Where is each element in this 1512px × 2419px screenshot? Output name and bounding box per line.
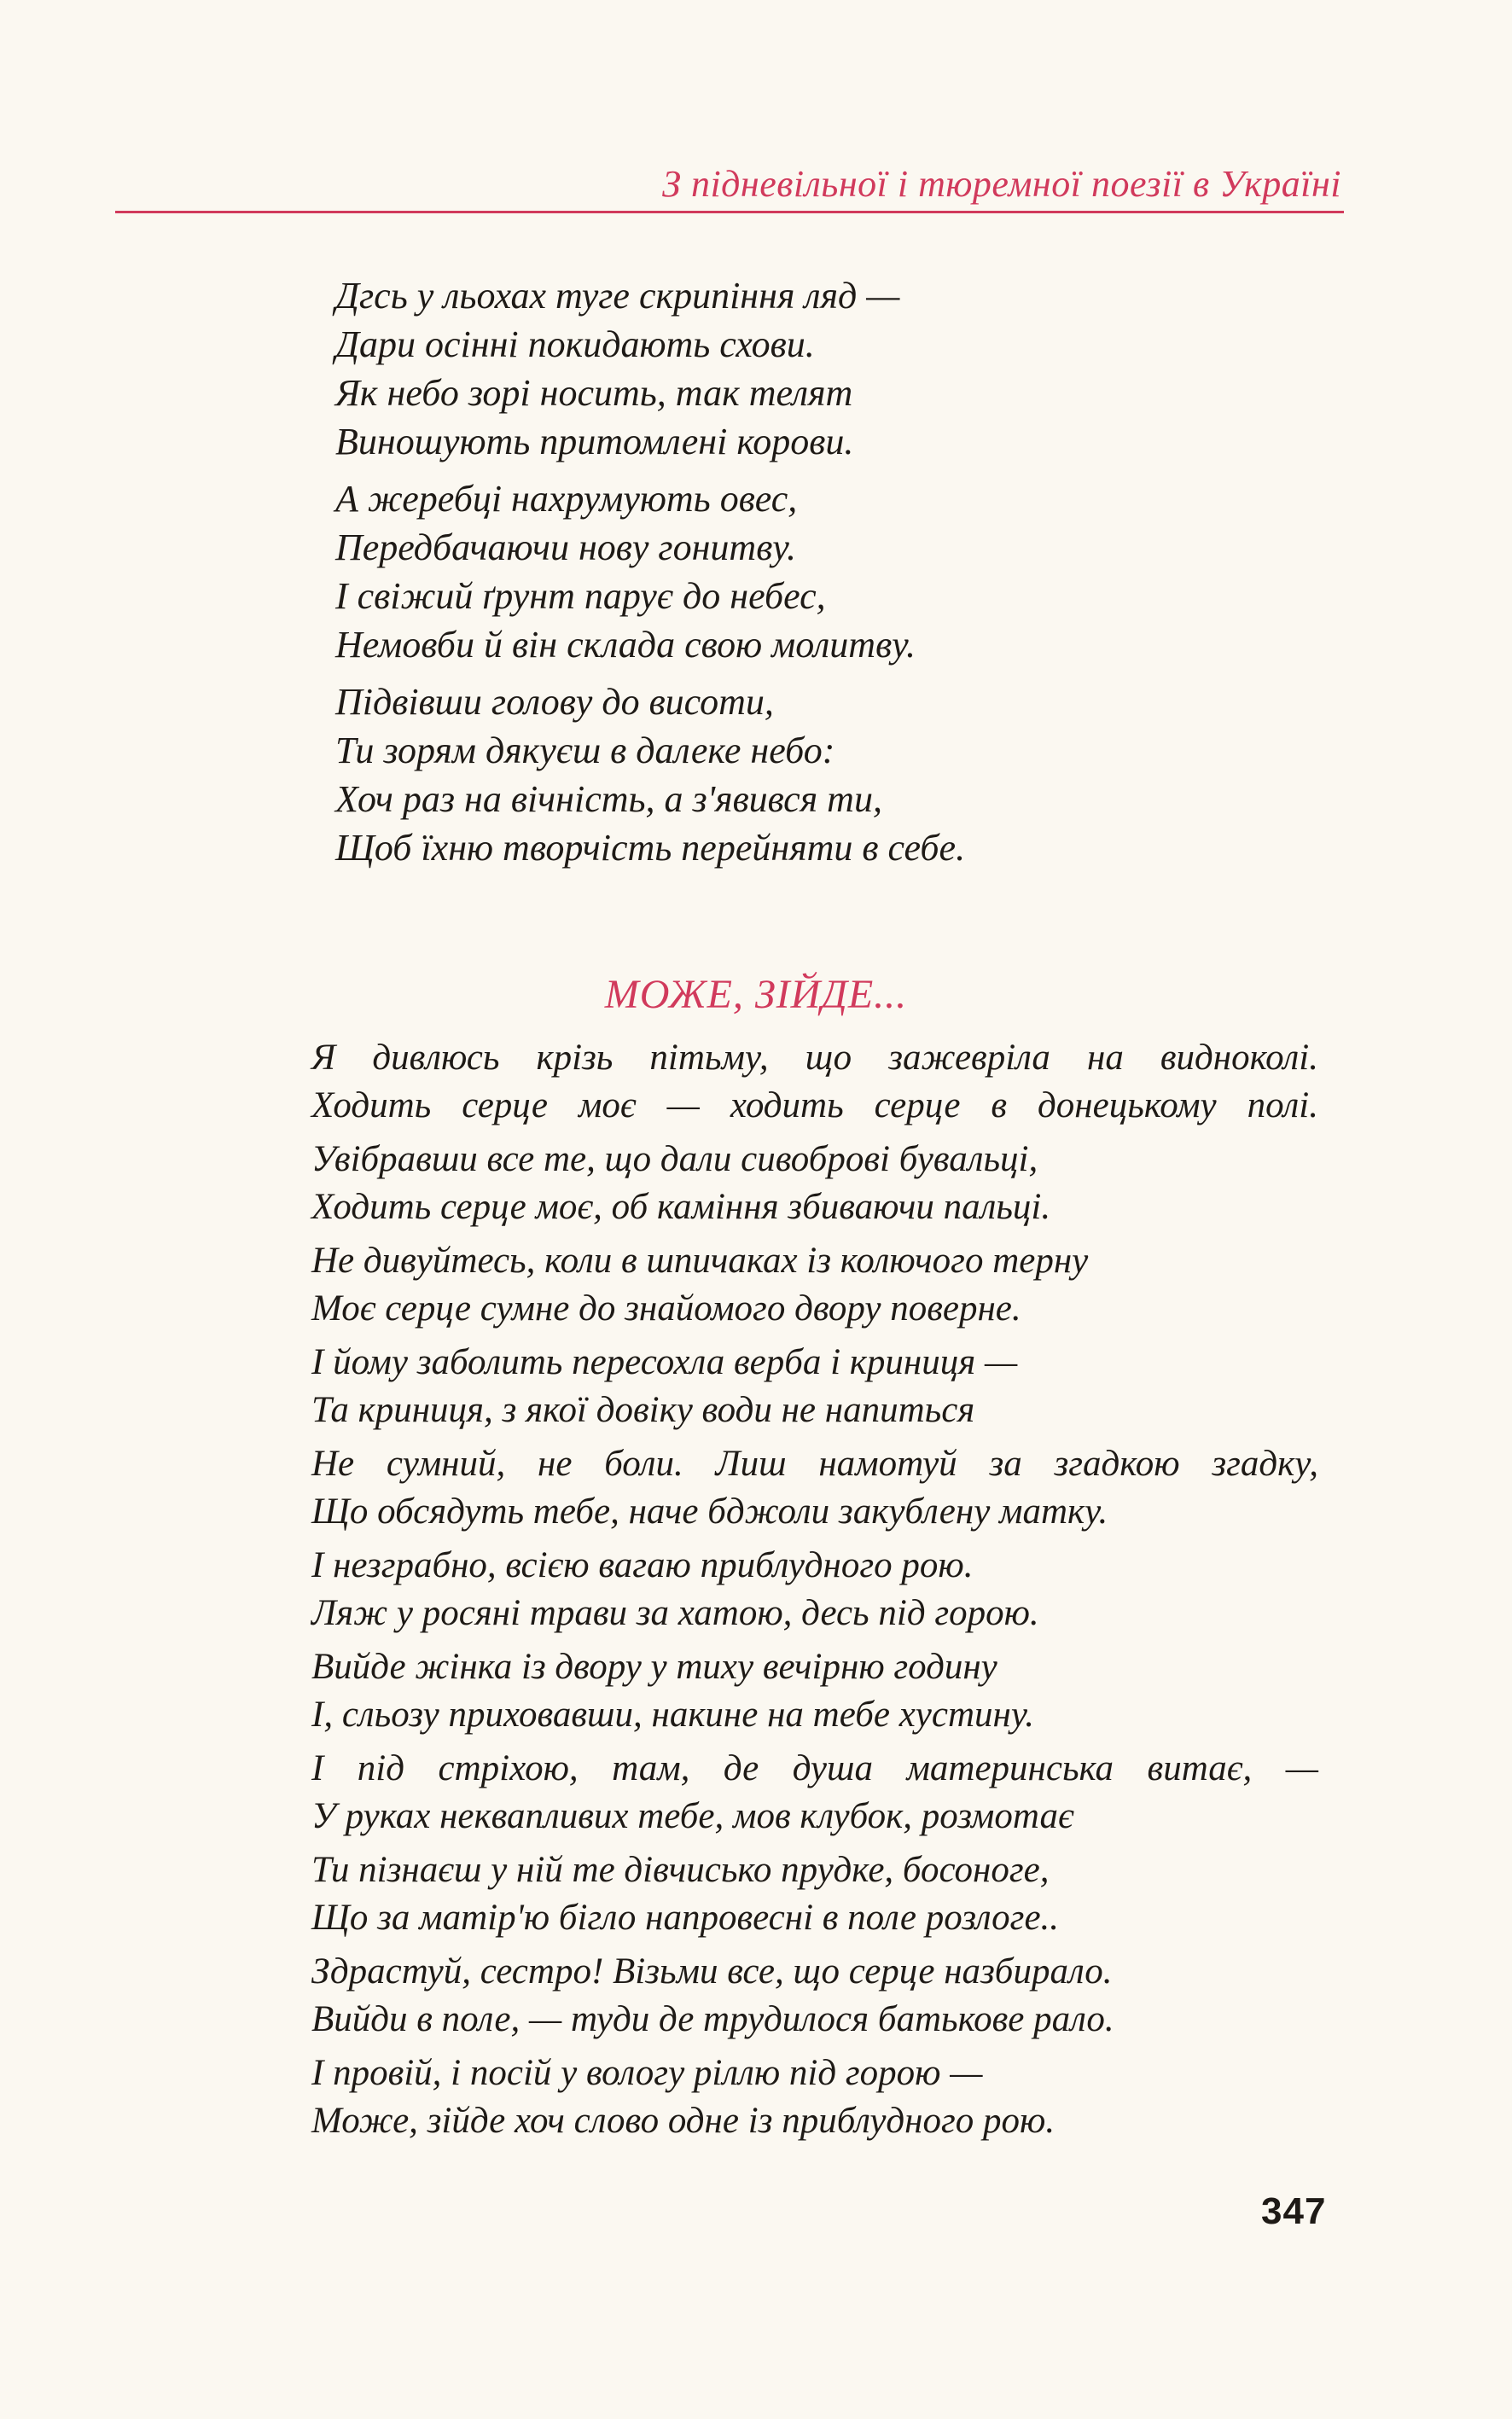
stanza	[335, 474, 965, 669]
poem-line: Та криниця, з якої довіку води не напиться	[311, 1389, 975, 1430]
stanza	[311, 1745, 1318, 1840]
poem-line: Вийде жінка із двору у тиху вечірню годину	[311, 1647, 997, 1687]
stanza	[311, 1846, 1318, 1941]
stanza	[311, 1339, 1318, 1433]
poem-line: І провій, і посій у вологу ріллю під горою —	[311, 2053, 983, 2093]
poem-line: Передбачаючи нову гонитву.	[335, 526, 797, 568]
poem-2	[311, 1034, 1318, 2151]
poem-line: Ходить серце моє, об каміння збиваючи пальці.	[311, 1186, 1051, 1227]
poem-line: Ляж у росяні трави за хатою, десь під горою.	[311, 1592, 1039, 1633]
stanza	[335, 271, 965, 466]
header-rule	[115, 211, 1344, 213]
stanza	[311, 1136, 1318, 1230]
poem-line: Підвівши голову до висоти,	[335, 681, 774, 723]
stanza	[311, 1948, 1318, 2043]
poem-line: І свіжий ґрунт парує до небес,	[335, 575, 826, 617]
poem-line: Я дивлюсь крізь пітьму, що зажевріла на видноколі.	[311, 1038, 1318, 1078]
poem-title: МОЖЕ, ЗІЙДЕ...	[604, 972, 908, 1017]
running-header: З підневільної і тюремної поезії в Україні	[662, 163, 1341, 205]
poem-line: Хоч раз на вічність, а з'явився ти,	[335, 778, 882, 820]
poem-line: Здрастуй, сестро! Візьми все, що серце назбирало.	[311, 1951, 1113, 1992]
poem-line: Як небо зорі носить, так телят	[335, 372, 853, 414]
poem-line: Дари осінні покидають схови.	[335, 323, 815, 365]
stanza	[311, 1440, 1318, 1535]
stanza	[311, 1643, 1318, 1738]
poem-line: Не дивуйтесь, коли в шпичаках із колючого терну	[311, 1241, 1089, 1281]
poem-line: Ти зорям дякуєш в далеке небо:	[335, 730, 835, 771]
poem-line: Виношують притомлені корови.	[335, 421, 854, 462]
poem-line: І незграбно, всією вагаю приблудного рою.	[311, 1545, 974, 1585]
stanza	[311, 2050, 1318, 2144]
poem-line: Увібравши все те, що дали сивоброві бувальці,	[311, 1139, 1038, 1179]
poem-line: Ти пізнаєш у ній те дівчисько прудке, босоноге,	[311, 1850, 1050, 1890]
stanza	[311, 1237, 1318, 1332]
poem-line: Що за матір'ю бігло напровесні в поле розлоге..	[311, 1897, 1060, 1938]
poem-line: Що обсядуть тебе, наче бджоли закублену матку.	[311, 1491, 1108, 1532]
stanza	[311, 1034, 1318, 1129]
poem-line: А жеребці нахрумують овес,	[335, 478, 798, 520]
poem-line: І під стріхою, там, де душа материнська витає, —	[311, 1748, 1318, 1788]
stanza	[335, 677, 965, 872]
poem-line: Дгсь у льохах туге скрипіння ляд —	[335, 275, 900, 317]
poem-line: Не сумний, не боли. Лиш намотуй за згадкою згадку,	[311, 1444, 1318, 1484]
poem-line: І йому заболить пересохла верба і криниця —	[311, 1342, 1018, 1382]
poem-line: І, сльозу приховавши, накине на тебе хустину.	[311, 1694, 1034, 1735]
poem-line: Ходить серце моє — ходить серце в донецькому полі.	[311, 1084, 1318, 1125]
poem-line: Щоб їхню творчість перейняти в себе.	[335, 827, 966, 869]
poem-1	[335, 271, 965, 881]
stanza	[311, 1542, 1318, 1637]
poem-line: Моє серце сумне до знайомого двору поверне.	[311, 1288, 1021, 1329]
poem-line: Немовби й він склада свою молитву.	[335, 624, 916, 666]
page-number: 347	[1261, 2190, 1327, 2232]
poem-line: Вийди в поле, — туди де трудилося батькове рало.	[311, 1998, 1114, 2039]
poem-line: Може, зійде хоч слово одне із приблудного рою.	[311, 2100, 1055, 2141]
poem-line: У руках неквапливих тебе, мов клубок, розмотає	[311, 1795, 1074, 1836]
